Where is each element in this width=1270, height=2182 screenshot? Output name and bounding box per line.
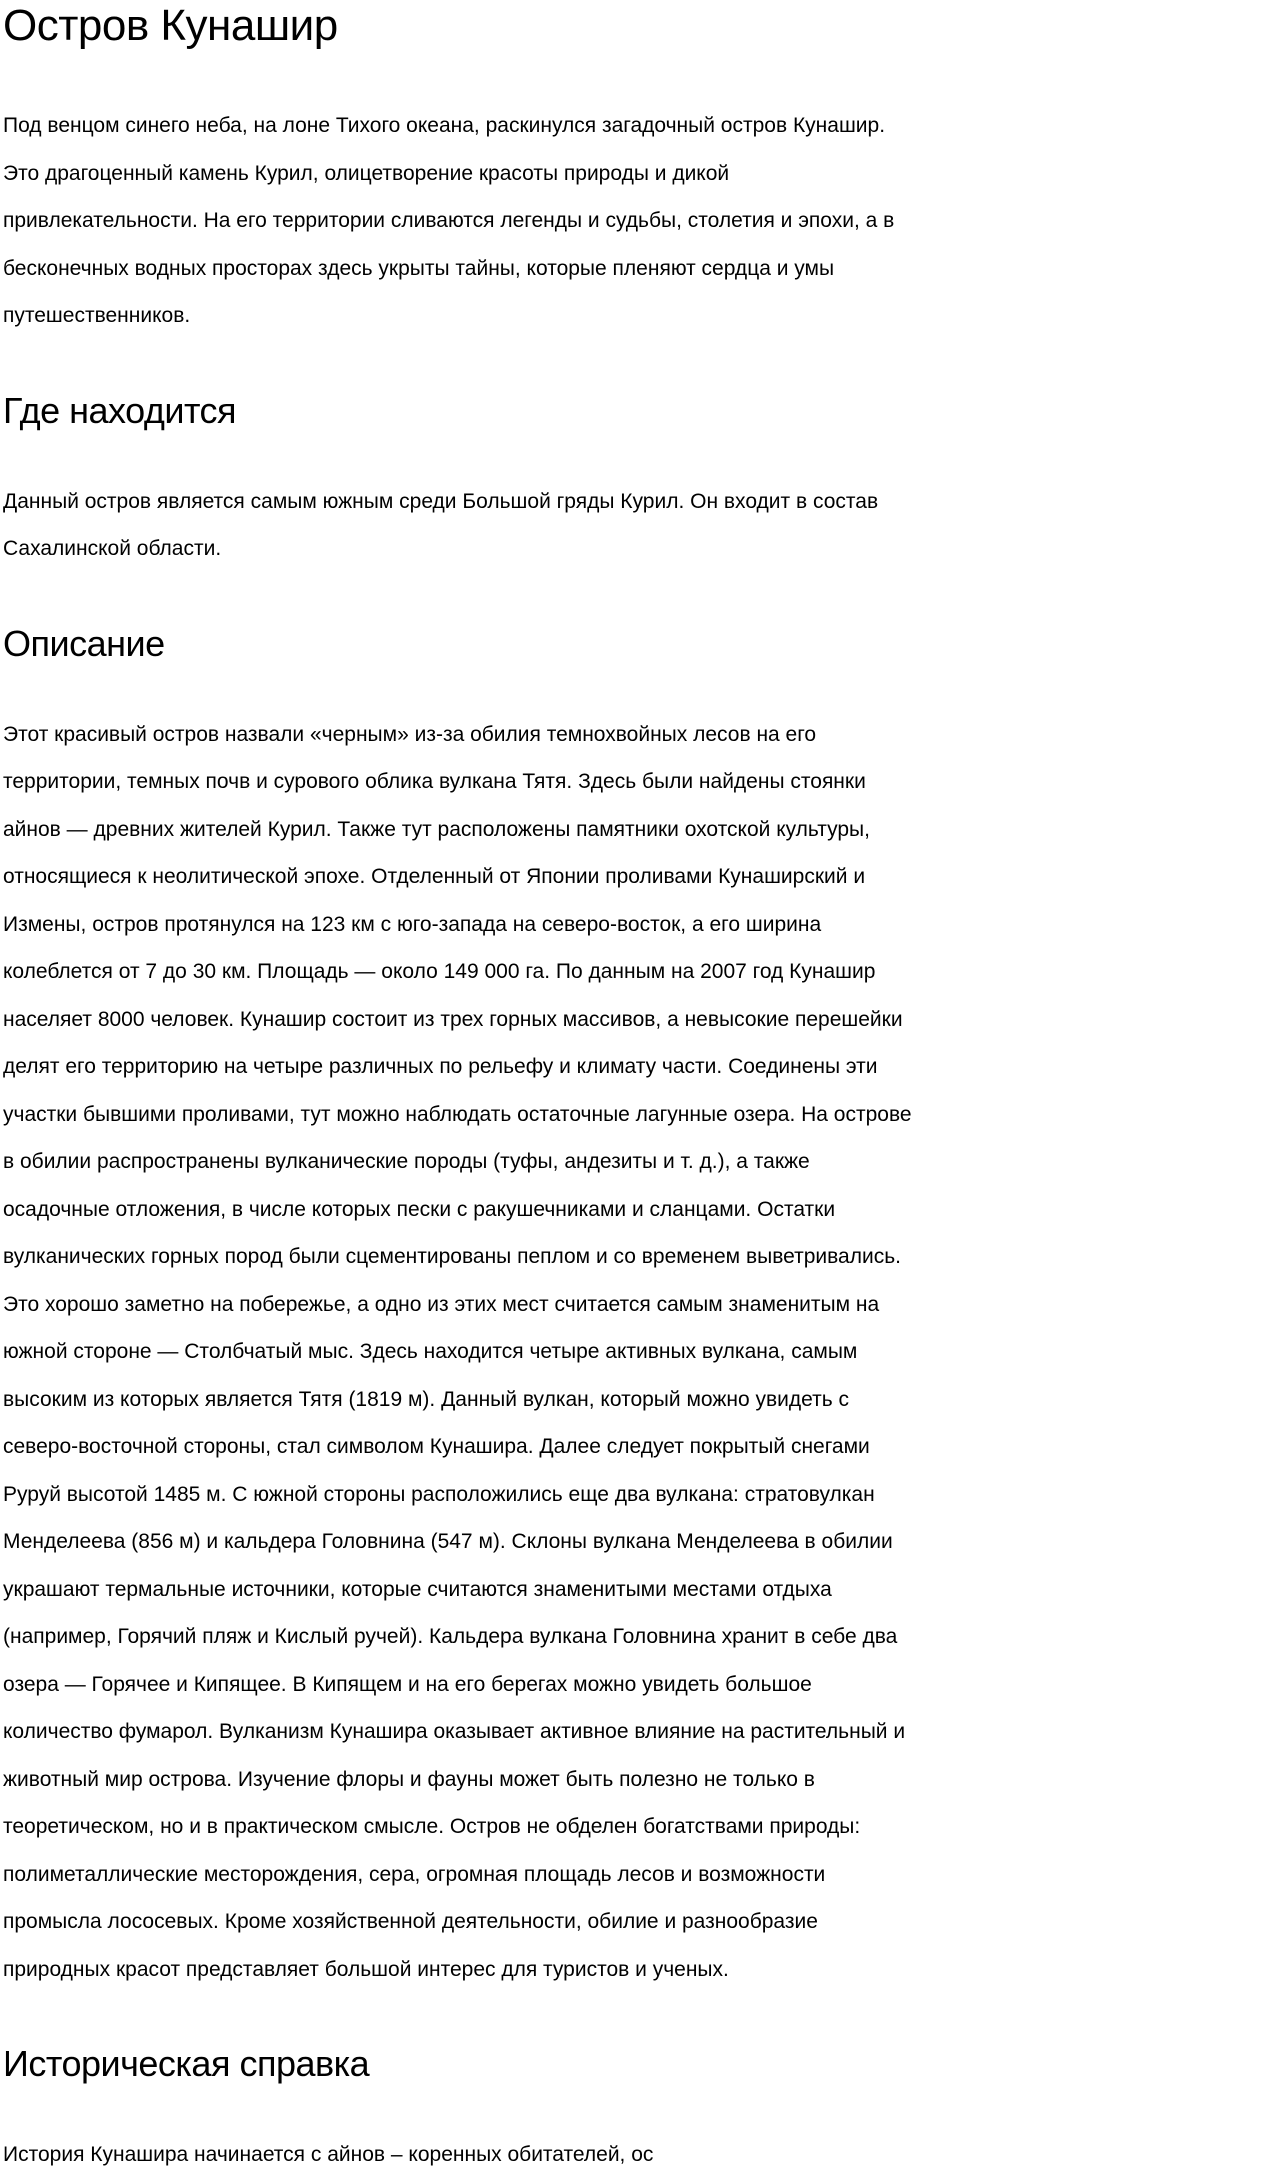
- description-paragraph: Этот красивый остров назвали «черным» из-за обилия темнохвойных лесов на его территории, темных почв и сурового облика вулкана Тятя. Здесь были найдены стоянки айнов — древних жителей Курил. Также тут расположены памятники охотской культуры, относящиеся к неолитической эпохе. Отделенный от Японии проливами Кунаширский и Измены, остров протянулся на 123 км с юго-запада на северо-восток, а его ширина колеблется от 7 до 30 км. Площадь — около 149 000 га. По данным на 2007 год Кунашир населяет 8000 человек. Кунашир состоит из трех горных массивов, а невысокие перешейки делят его территорию на четыре различных по рельефу и климату части. Соединены эти участки бывшими проливами, тут можно наблюдать остаточные лагунные озера. На острове в обилии распространены вулканические породы (туфы, андезиты и т. д.), а также осадочные отложения, в числе которых пески с ракушечниками и сланцами. Остатки вулканических горных пород были сцементированы пеплом и со временем выветривались. Это хорошо заметно на побережье, а одно из этих мест считается самым знаменитым на южной стороне — Столбчатый мыс. Здесь находится четыре активных вулкана, самым высоким из которых является Тятя (1819 м). Данный вулкан, который можно увидеть с северо-восточной стороны, стал символом Кунашира. Далее следует покрытый снегами Руруй высотой 1485 м. С южной стороны расположились еще два вулкана: стратовулкан Менделеева (856 м) и кальдера Головнина (547 м). Склоны вулкана Менделеева в обилии украшают термальные источники, которые считаются знаменитыми местами отдыха (например, Горячий пляж и Кислый ручей). Кальдера вулкана Головнина хранит в себе два озера — Горячее и Кипящее. В Кипящем и на его берегах можно увидеть большое количество фумарол. Вулканизм Кунашира оказывает активное влияние на растительный и животный мир острова. Изучение флоры и фауны может быть полезно не только в теоретическом, но и в практическом смысле. Остров не обделен богатствами природы: полиметаллические месторождения, сера, огромная площадь лесов и возможности промысла лососевых. Кроме хозяйственной деятельности, обилие и разнообразие природных красот представляет большой интерес для туристов и ученых.: [3, 722, 912, 1981]
- section-heading-description: Описание: [3, 622, 165, 664]
- page-title: Остров Кунашир: [3, 1, 338, 50]
- history-paragraph: История Кунашира начинается с айнов – коренных обитателей, ос: [3, 2143, 654, 2166]
- section-heading-where-located: Где находится: [3, 389, 237, 431]
- where-located-paragraph: Данный остров является самым южным среди Большой гряды Курил. Он входит в состав Сахалинской области.: [3, 489, 879, 560]
- intro-paragraph: Под венцом синего неба, на лоне Тихого океана, раскинулся загадочный остров Кунашир. Это драгоценный камень Курил, олицетворение красоты природы и дикой привлекательности. На его территории сливаются легенды и судьбы, столетия и эпохи, а в бесконечных водных просторах здесь укрыты тайны, которые пленяют сердца и умы путешественников.: [3, 114, 895, 327]
- section-heading-history: Историческая справка: [3, 2043, 370, 2084]
